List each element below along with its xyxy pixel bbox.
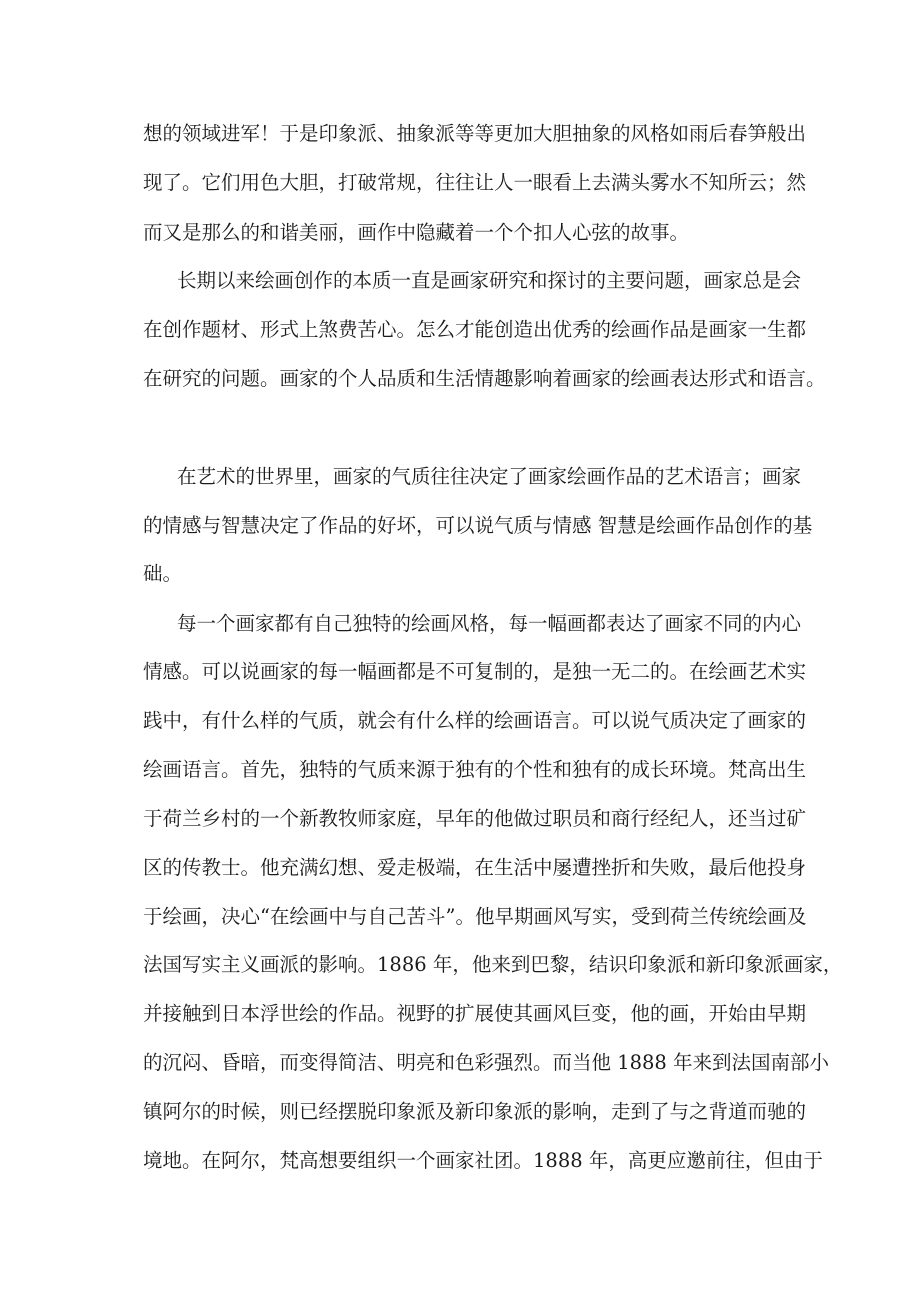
text-line: 情感。可以说画家的每一幅画都是不可复制的，是独一无二的。在绘画艺术实 <box>143 660 807 683</box>
text-line: 于绘画，决心“在绘画中与自己苦斗”。他早期画风写实，受到荷兰传统绘画及 <box>143 905 807 928</box>
text-line: 的沉闷、昏暗，而变得简洁、明亮和色彩强烈。而当他 1888 年来到法国南部小 <box>143 1051 830 1074</box>
text-line: 践中，有什么样的气质，就会有什么样的绘画语言。可以说气质决定了画家的 <box>143 709 807 732</box>
text-line: 每一个画家都有自己独特的绘画风格，每一幅画都表达了画家不同的内心 <box>177 612 802 635</box>
text-line: 现了。它们用色大胆，打破常规，往往让人一眼看上去满头雾水不知所云；然 <box>143 171 807 194</box>
text-line: 而又是那么的和谐美丽，画作中隐藏着一个个扣人心弦的故事。 <box>143 221 690 244</box>
text-line: 的情感与智慧决定了作品的好坏，可以说气质与情感 智慧是绘画作品创作的基 <box>143 514 813 537</box>
text-line: 想的领域进军！于是印象派、抽象派等等更加大胆抽象的风格如雨后春笋般出 <box>143 122 807 145</box>
text-line: 镇阿尔的时候，则已经摆脱印象派及新印象派的影响，走到了与之背道而驰的 <box>143 1100 807 1123</box>
text-line: 区的传教士。他充满幻想、爱走极端，在生活中屡遭挫折和失败，最后他投身 <box>143 856 807 879</box>
text-line: 于荷兰乡村的一个新教牧师家庭，早年的他做过职员和商行经纪人，还当过矿 <box>143 807 807 830</box>
text-line: 础。 <box>143 562 183 585</box>
text-line: 在研究的问题。画家的个人品质和生活情趣影响着画家的绘画表达形式和语言。 <box>143 367 826 390</box>
text-line: 绘画语言。首先，独特的气质来源于独有的个性和独有的成长环境。梵高出生 <box>143 758 807 781</box>
text-line: 在艺术的世界里，画家的气质往往决定了画家绘画作品的艺术语言；画家 <box>177 465 802 488</box>
text-line: 并接触到日本浮世绘的作品。视野的扩展使其画风巨变，他的画，开始由早期 <box>143 1002 807 1025</box>
text-line: 境地。在阿尔，梵高想要组织一个画家社团。1888 年，高更应邀前往，但由于 <box>143 1149 823 1172</box>
text-line: 在创作题材、形式上煞费苦心。怎么才能创造出优秀的绘画作品是画家一生都 <box>143 318 807 341</box>
text-line: 法国写实主义画派的影响。1886 年，他来到巴黎，结识印象派和新印象派画家， <box>143 953 843 976</box>
text-line: 长期以来绘画创作的本质一直是画家研究和探讨的主要问题，画家总是会 <box>177 269 802 292</box>
